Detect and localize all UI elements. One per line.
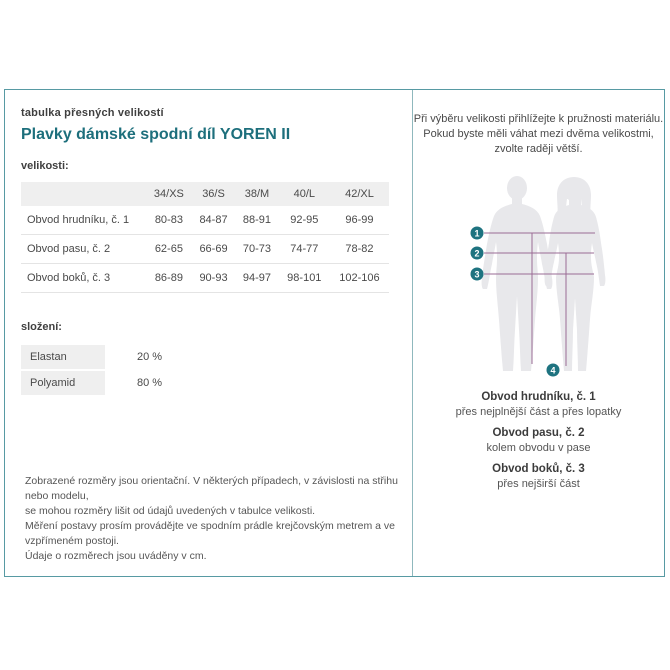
sizes-label: velikosti: (21, 160, 69, 172)
advice-line: Pokud byste měli váhat mezi dvěma velikostmi, (423, 128, 654, 140)
note-line: Měření postavy prosím provádějte ve spodním prádle krejčovským metrem a ve vzpřímeném postoji. (25, 520, 395, 547)
column-header: 34/XS (146, 182, 192, 206)
size-cell: 74-77 (279, 235, 330, 264)
size-chart-card (4, 89, 665, 577)
size-cell: 88-91 (235, 206, 278, 235)
row-label: Obvod hrudníku, č. 1 (21, 206, 146, 235)
measure-title: Obvod pasu, č. 2 (492, 427, 585, 439)
table-row (21, 264, 389, 293)
measure-title: Obvod boků, č. 3 (492, 463, 585, 475)
row-label: Obvod pasu, č. 2 (21, 235, 146, 264)
left-panel (5, 90, 413, 576)
svg-text:3: 3 (473, 269, 480, 280)
size-cell: 86-89 (146, 264, 192, 293)
measure-item (413, 427, 664, 454)
material-cell: Polyamid (21, 371, 105, 395)
empty-header-cell (21, 182, 146, 206)
size-cell: 84-87 (192, 206, 235, 235)
column-header: 36/S (192, 182, 235, 206)
column-header: 42/XL (330, 182, 389, 206)
note-line: Zobrazené rozměry jsou orientační. V některých případech, v závislosti na střihu nebo modelu, (25, 475, 398, 502)
size-cell: 90-93 (192, 264, 235, 293)
row-label: Obvod boků, č. 3 (21, 264, 146, 293)
size-cell: 78-82 (330, 235, 389, 264)
composition-table (21, 345, 394, 395)
marker-3 (470, 268, 483, 281)
eyebrow-label: tabulka přesných velikostí (21, 107, 164, 119)
material-cell: Elastan (21, 345, 105, 369)
svg-text:2: 2 (473, 248, 480, 259)
size-cell: 94-97 (235, 264, 278, 293)
measure-item (413, 463, 664, 490)
percent-cell: 20 % (137, 351, 163, 363)
size-cell: 70-73 (235, 235, 278, 264)
table-row (21, 235, 389, 264)
measure-desc: kolem obvodu v pase (486, 442, 591, 454)
column-header: 38/M (235, 182, 278, 206)
size-cell: 96-99 (330, 206, 389, 235)
size-cell: 92-95 (279, 206, 330, 235)
size-cell: 98-101 (279, 264, 330, 293)
measure-legend (413, 391, 664, 490)
size-cell: 102-106 (330, 264, 389, 293)
notes (25, 474, 412, 564)
measure-item (413, 391, 664, 418)
right-panel (413, 90, 664, 576)
marker-1 (470, 227, 483, 240)
svg-text:1: 1 (473, 228, 480, 239)
body-measurement-diagram (414, 172, 664, 380)
measure-desc: přes nejširší část (497, 478, 580, 490)
advice-line: zvolte raději větší. (494, 143, 583, 155)
advice-text (413, 112, 664, 157)
measure-desc: přes nejplnější část a přes lopatky (455, 406, 622, 418)
marker-4 (546, 364, 559, 377)
measure-title: Obvod hrudníku, č. 1 (481, 391, 596, 403)
column-header: 40/L (279, 182, 330, 206)
advice-line: Při výběru velikosti přihlížejte k pružnosti materiálu. (413, 113, 664, 125)
marker-2 (470, 247, 483, 260)
svg-text:4: 4 (549, 365, 556, 376)
percent-cell: 80 % (137, 377, 163, 389)
size-table-header-row (21, 182, 389, 206)
table-row (21, 206, 389, 235)
composition-row (21, 371, 394, 395)
composition-row (21, 345, 394, 369)
size-cell: 62-65 (146, 235, 192, 264)
composition-label: složení: (21, 321, 62, 333)
size-cell: 66-69 (192, 235, 235, 264)
note-line: se mohou rozměry lišit od údajů uvedených v tabulce velikosti. (25, 505, 316, 517)
page-title: Plavky dámské spodní díl YOREN II (21, 126, 291, 143)
size-cell: 80-83 (146, 206, 192, 235)
size-table (21, 182, 389, 293)
note-line: Údaje o rozměrech jsou uváděny v cm. (25, 550, 207, 562)
